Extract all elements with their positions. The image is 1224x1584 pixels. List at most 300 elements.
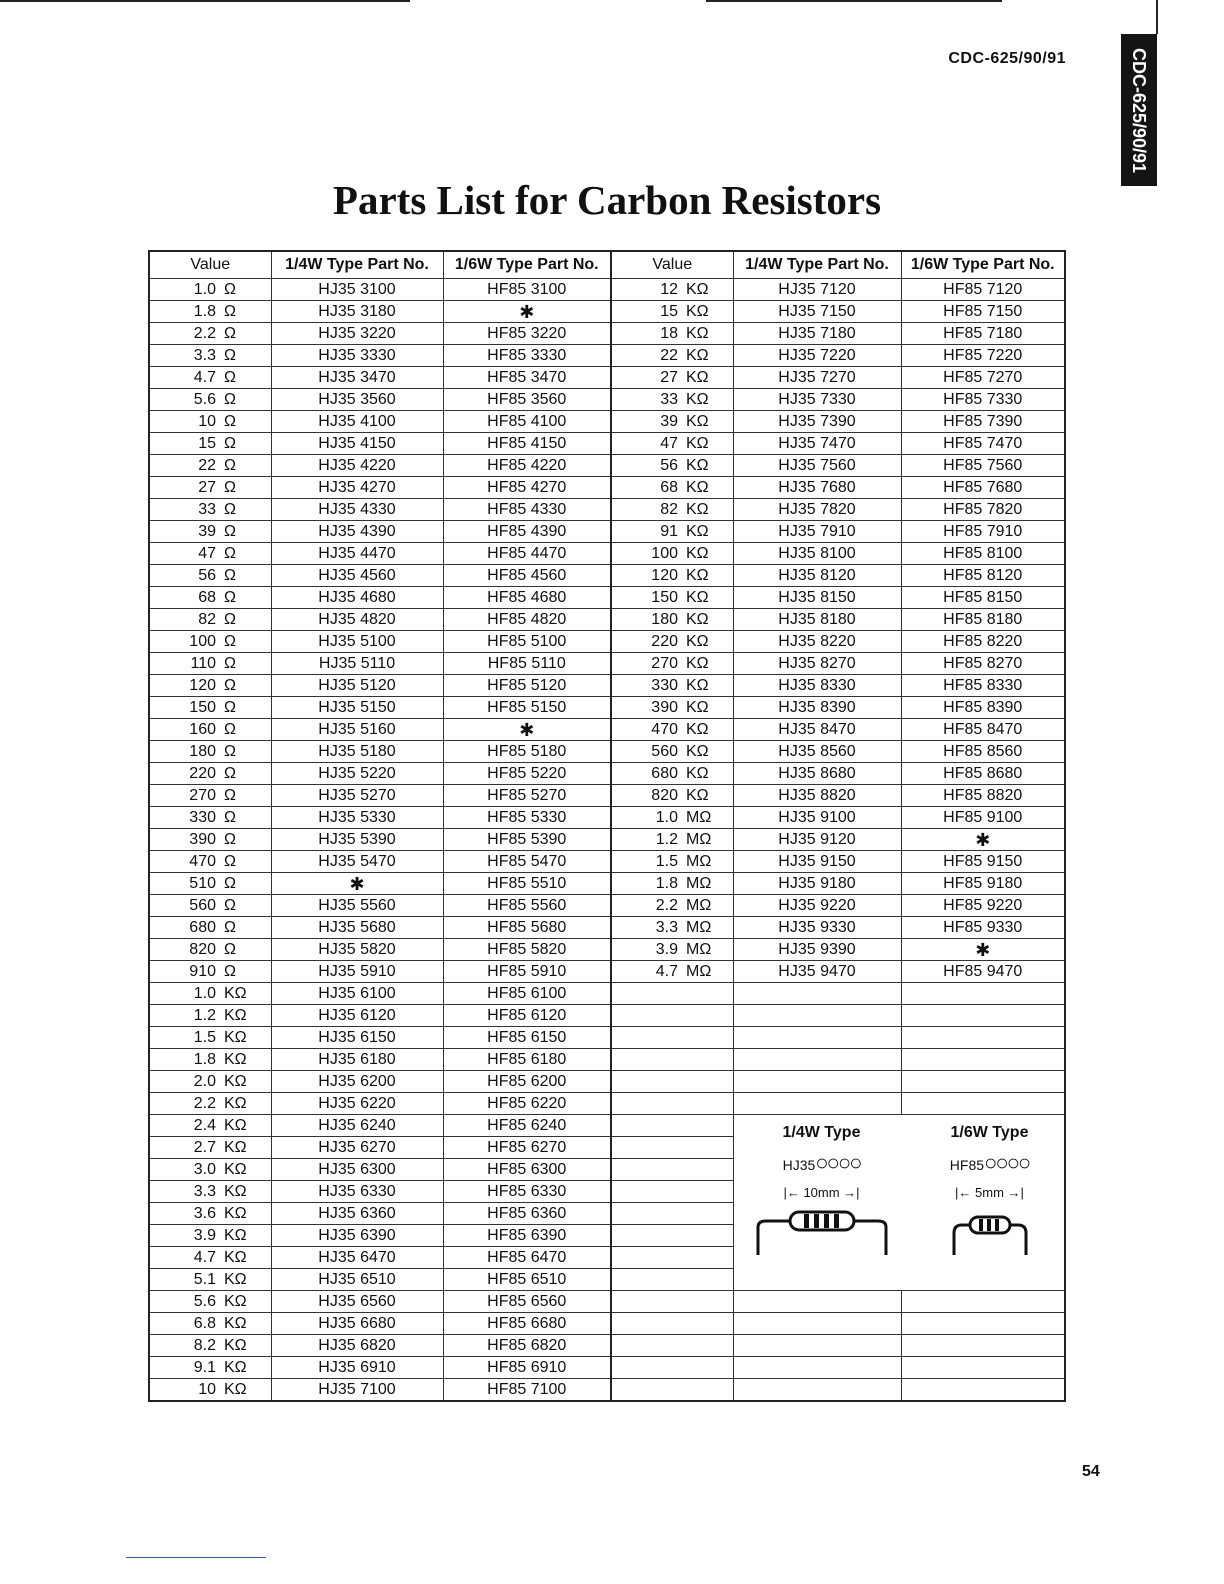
value-number: 470 bbox=[189, 852, 216, 870]
empty-cell bbox=[611, 1357, 733, 1379]
sixth-watt-part-cell: HF85 4820 bbox=[443, 609, 611, 631]
col-header-quarter-watt: 1/4W Type Part No. bbox=[271, 251, 443, 279]
table-row bbox=[149, 477, 1065, 499]
value-cell bbox=[611, 895, 733, 917]
table-row bbox=[149, 499, 1065, 521]
value-number: 47 bbox=[660, 434, 678, 452]
value-number: 1.8 bbox=[193, 1050, 216, 1068]
sixth-watt-part-cell: HF85 5510 bbox=[443, 873, 611, 895]
value-number: 560 bbox=[189, 896, 216, 914]
quarter-watt-part-cell: HJ35 9330 bbox=[733, 917, 901, 939]
value-unit: Ω bbox=[224, 434, 236, 452]
bottom-rule bbox=[126, 1557, 266, 1558]
table-row bbox=[149, 961, 1065, 983]
value-unit: KΩ bbox=[686, 456, 709, 474]
sixth-watt-part-cell: HF85 9330 bbox=[901, 917, 1065, 939]
value-unit: Ω bbox=[224, 588, 236, 606]
quarter-watt-part-cell: HJ35 9390 bbox=[733, 939, 901, 961]
table-row bbox=[149, 301, 1065, 323]
quarter-watt-part-cell: HJ35 3220 bbox=[271, 323, 443, 345]
sixth-watt-part-cell: HF85 4270 bbox=[443, 477, 611, 499]
value-number: 910 bbox=[189, 962, 216, 980]
quarter-watt-part-cell: HJ35 7270 bbox=[733, 367, 901, 389]
value-unit: KΩ bbox=[686, 434, 709, 452]
quarter-watt-part-cell: HJ35 9150 bbox=[733, 851, 901, 873]
value-unit: KΩ bbox=[224, 1072, 247, 1090]
sixth-watt-part-cell: HF85 6680 bbox=[443, 1313, 611, 1335]
value-cell bbox=[611, 433, 733, 455]
value-unit: Ω bbox=[224, 808, 236, 826]
legend-sixth-watt bbox=[910, 1123, 1066, 1265]
quarter-watt-part-cell: HJ35 6270 bbox=[271, 1137, 443, 1159]
page-title: Parts List for Carbon Resistors bbox=[332, 177, 882, 223]
sixth-watt-part-cell: HF85 3470 bbox=[443, 367, 611, 389]
empty-cell bbox=[901, 1005, 1065, 1027]
quarter-watt-part-cell: HJ35 4390 bbox=[271, 521, 443, 543]
value-number: 3.3 bbox=[655, 918, 678, 936]
quarter-watt-part-cell: HJ35 8220 bbox=[733, 631, 901, 653]
value-cell bbox=[149, 1049, 271, 1071]
sixth-watt-part-cell: HF85 6910 bbox=[443, 1357, 611, 1379]
quarter-watt-part-cell: HJ35 6360 bbox=[271, 1203, 443, 1225]
sixth-watt-part-cell: HF85 3100 bbox=[443, 279, 611, 301]
value-cell bbox=[149, 499, 271, 521]
value-unit: Ω bbox=[224, 302, 236, 320]
value-cell bbox=[611, 653, 733, 675]
value-unit: KΩ bbox=[686, 324, 709, 342]
value-number: 100 bbox=[189, 632, 216, 650]
sixth-watt-part-cell: ✱ bbox=[901, 829, 1065, 851]
empty-cell bbox=[733, 1357, 901, 1379]
value-number: 82 bbox=[660, 500, 678, 518]
value-number: 22 bbox=[660, 346, 678, 364]
sixth-watt-part-cell: HF85 8270 bbox=[901, 653, 1065, 675]
value-number: 39 bbox=[660, 412, 678, 430]
quarter-watt-part-cell: HJ35 5330 bbox=[271, 807, 443, 829]
sixth-watt-part-cell: HF85 7270 bbox=[901, 367, 1065, 389]
legend-quarter-code: HJ35 bbox=[782, 1157, 816, 1173]
quarter-watt-part-cell: HJ35 6330 bbox=[271, 1181, 443, 1203]
value-number: 2.4 bbox=[193, 1116, 216, 1134]
value-cell bbox=[611, 631, 733, 653]
value-number: 10 bbox=[198, 412, 216, 430]
value-number: 220 bbox=[651, 632, 678, 650]
value-cell bbox=[149, 323, 271, 345]
sixth-watt-part-cell: ✱ bbox=[443, 301, 611, 323]
quarter-watt-part-cell: HJ35 6510 bbox=[271, 1269, 443, 1291]
empty-cell bbox=[611, 1269, 733, 1291]
quarter-watt-part-cell: HJ35 5910 bbox=[271, 961, 443, 983]
value-unit: Ω bbox=[224, 742, 236, 760]
value-cell bbox=[611, 829, 733, 851]
value-number: 47 bbox=[198, 544, 216, 562]
value-number: 270 bbox=[189, 786, 216, 804]
value-number: 10 bbox=[198, 1380, 216, 1398]
value-number: 330 bbox=[189, 808, 216, 826]
value-number: 1.5 bbox=[655, 852, 678, 870]
value-number: 33 bbox=[660, 390, 678, 408]
sixth-watt-part-cell: HF85 7100 bbox=[443, 1379, 611, 1402]
table-row bbox=[149, 411, 1065, 433]
sixth-watt-part-cell: HF85 7150 bbox=[901, 301, 1065, 323]
value-number: 1.8 bbox=[655, 874, 678, 892]
sixth-watt-part-cell: HF85 6300 bbox=[443, 1159, 611, 1181]
value-number: 68 bbox=[660, 478, 678, 496]
value-number: 560 bbox=[651, 742, 678, 760]
empty-cell bbox=[901, 1093, 1065, 1115]
value-unit: Ω bbox=[224, 522, 236, 540]
value-unit: KΩ bbox=[224, 1204, 247, 1222]
value-unit: KΩ bbox=[224, 1314, 247, 1332]
sixth-watt-part-cell: HF85 9470 bbox=[901, 961, 1065, 983]
value-number: 33 bbox=[198, 500, 216, 518]
sixth-watt-part-cell: HF85 4330 bbox=[443, 499, 611, 521]
value-cell bbox=[149, 1335, 271, 1357]
top-rule-left bbox=[0, 0, 410, 2]
quarter-watt-part-cell: HJ35 8820 bbox=[733, 785, 901, 807]
quarter-watt-part-cell: HJ35 6300 bbox=[271, 1159, 443, 1181]
value-cell bbox=[611, 323, 733, 345]
quarter-watt-part-cell: HJ35 5180 bbox=[271, 741, 443, 763]
value-number: 510 bbox=[189, 874, 216, 892]
value-unit: KΩ bbox=[224, 1116, 247, 1134]
empty-cell bbox=[611, 1093, 733, 1115]
quarter-watt-part-cell: HJ35 6180 bbox=[271, 1049, 443, 1071]
quarter-watt-part-cell: HJ35 7330 bbox=[733, 389, 901, 411]
value-number: 470 bbox=[651, 720, 678, 738]
value-unit: KΩ bbox=[224, 1094, 247, 1112]
sixth-watt-part-cell: HF85 6100 bbox=[443, 983, 611, 1005]
table-row bbox=[149, 279, 1065, 301]
value-unit: KΩ bbox=[686, 280, 709, 298]
sixth-watt-part-cell: HF85 7330 bbox=[901, 389, 1065, 411]
value-number: 150 bbox=[651, 588, 678, 606]
quarter-watt-part-cell: HJ35 8390 bbox=[733, 697, 901, 719]
legend-sixth-code: HF85 bbox=[949, 1157, 985, 1173]
value-number: 5.6 bbox=[193, 1292, 216, 1310]
value-cell bbox=[149, 851, 271, 873]
col-header-value: Value bbox=[149, 251, 271, 279]
sixth-watt-part-cell: HF85 6330 bbox=[443, 1181, 611, 1203]
legend-quarter-code-line bbox=[742, 1150, 902, 1175]
value-unit: Ω bbox=[224, 346, 236, 364]
quarter-watt-part-cell: HJ35 3470 bbox=[271, 367, 443, 389]
value-cell bbox=[611, 961, 733, 983]
quarter-watt-part-cell: HJ35 6560 bbox=[271, 1291, 443, 1313]
legend-code-circles: ○○○○ bbox=[815, 1150, 861, 1175]
value-cell bbox=[149, 1093, 271, 1115]
value-cell bbox=[149, 1357, 271, 1379]
col-header-sixth-watt: 1/6W Type Part No. bbox=[443, 251, 611, 279]
value-number: 4.7 bbox=[193, 368, 216, 386]
resistor-type-legend bbox=[733, 1115, 1065, 1291]
value-cell bbox=[149, 1115, 271, 1137]
sixth-watt-part-cell: HF85 4680 bbox=[443, 587, 611, 609]
value-cell bbox=[149, 895, 271, 917]
quarter-watt-part-cell: HJ35 4220 bbox=[271, 455, 443, 477]
value-unit: KΩ bbox=[224, 1138, 247, 1156]
value-cell bbox=[149, 675, 271, 697]
value-unit: Ω bbox=[224, 610, 236, 628]
value-cell bbox=[611, 807, 733, 829]
empty-cell bbox=[611, 1005, 733, 1027]
sixth-watt-part-cell: HF85 5120 bbox=[443, 675, 611, 697]
value-unit: KΩ bbox=[686, 588, 709, 606]
quarter-watt-part-cell: ✱ bbox=[271, 873, 443, 895]
quarter-watt-part-cell: HJ35 4470 bbox=[271, 543, 443, 565]
sixth-watt-part-cell: HF85 6390 bbox=[443, 1225, 611, 1247]
value-number: 1.2 bbox=[655, 830, 678, 848]
value-number: 150 bbox=[189, 698, 216, 716]
value-number: 2.7 bbox=[193, 1138, 216, 1156]
sixth-watt-part-cell: HF85 8390 bbox=[901, 697, 1065, 719]
value-cell bbox=[149, 719, 271, 741]
quarter-watt-part-cell: HJ35 8120 bbox=[733, 565, 901, 587]
value-cell bbox=[611, 873, 733, 895]
value-number: 18 bbox=[660, 324, 678, 342]
quarter-watt-part-cell: HJ35 3330 bbox=[271, 345, 443, 367]
value-cell bbox=[611, 411, 733, 433]
sixth-watt-part-cell: HF85 8220 bbox=[901, 631, 1065, 653]
sixth-watt-part-cell: HF85 6360 bbox=[443, 1203, 611, 1225]
value-unit: Ω bbox=[224, 368, 236, 386]
quarter-watt-part-cell: HJ35 9180 bbox=[733, 873, 901, 895]
table-row bbox=[149, 785, 1065, 807]
value-unit: MΩ bbox=[686, 808, 712, 826]
value-cell bbox=[611, 851, 733, 873]
table-row bbox=[149, 345, 1065, 367]
value-number: 390 bbox=[651, 698, 678, 716]
quarter-watt-part-cell: HJ35 6680 bbox=[271, 1313, 443, 1335]
sixth-watt-part-cell: HF85 7560 bbox=[901, 455, 1065, 477]
table-row bbox=[149, 653, 1065, 675]
empty-cell bbox=[611, 1071, 733, 1093]
value-cell bbox=[149, 785, 271, 807]
sixth-watt-part-cell: HF85 8150 bbox=[901, 587, 1065, 609]
side-tab bbox=[1121, 34, 1157, 186]
value-unit: MΩ bbox=[686, 962, 712, 980]
value-unit: KΩ bbox=[686, 632, 709, 650]
value-cell bbox=[611, 565, 733, 587]
value-unit: KΩ bbox=[224, 1380, 247, 1398]
legend-box bbox=[734, 1115, 1065, 1285]
value-unit: KΩ bbox=[686, 610, 709, 628]
value-number: 68 bbox=[198, 588, 216, 606]
quarter-watt-part-cell: HJ35 7220 bbox=[733, 345, 901, 367]
value-number: 1.0 bbox=[193, 280, 216, 298]
sixth-watt-part-cell: HF85 5680 bbox=[443, 917, 611, 939]
value-number: 180 bbox=[189, 742, 216, 760]
empty-cell bbox=[901, 983, 1065, 1005]
value-cell bbox=[149, 653, 271, 675]
sixth-watt-part-cell: HF85 7180 bbox=[901, 323, 1065, 345]
value-unit: MΩ bbox=[686, 896, 712, 914]
value-number: 1.2 bbox=[193, 1006, 216, 1024]
quarter-watt-part-cell: HJ35 5390 bbox=[271, 829, 443, 851]
quarter-watt-part-cell: HJ35 7820 bbox=[733, 499, 901, 521]
sixth-watt-part-cell: HF85 6510 bbox=[443, 1269, 611, 1291]
empty-cell bbox=[901, 1071, 1065, 1093]
value-number: 100 bbox=[651, 544, 678, 562]
value-unit: KΩ bbox=[224, 1358, 247, 1376]
value-unit: KΩ bbox=[686, 742, 709, 760]
value-number: 8.2 bbox=[193, 1336, 216, 1354]
value-cell bbox=[149, 565, 271, 587]
value-cell bbox=[611, 521, 733, 543]
value-unit: KΩ bbox=[686, 500, 709, 518]
value-cell bbox=[149, 741, 271, 763]
value-unit: KΩ bbox=[224, 1226, 247, 1244]
value-cell bbox=[149, 763, 271, 785]
value-cell bbox=[149, 477, 271, 499]
table-row bbox=[149, 1313, 1065, 1335]
value-number: 39 bbox=[198, 522, 216, 540]
quarter-watt-part-cell: HJ35 7100 bbox=[271, 1379, 443, 1402]
value-cell bbox=[611, 543, 733, 565]
value-cell bbox=[149, 631, 271, 653]
value-cell bbox=[611, 477, 733, 499]
table-row bbox=[149, 917, 1065, 939]
sixth-watt-part-cell: HF85 3330 bbox=[443, 345, 611, 367]
sixth-watt-part-cell: HF85 7220 bbox=[901, 345, 1065, 367]
quarter-watt-part-cell: HJ35 6470 bbox=[271, 1247, 443, 1269]
value-cell bbox=[149, 807, 271, 829]
quarter-watt-part-cell: HJ35 7680 bbox=[733, 477, 901, 499]
sixth-watt-part-cell: HF85 9100 bbox=[901, 807, 1065, 829]
table-row bbox=[149, 1357, 1065, 1379]
value-cell bbox=[611, 455, 733, 477]
value-unit: Ω bbox=[224, 720, 236, 738]
value-cell bbox=[611, 345, 733, 367]
value-number: 1.5 bbox=[193, 1028, 216, 1046]
col-header-quarter-watt-2: 1/4W Type Part No. bbox=[733, 251, 901, 279]
value-unit: MΩ bbox=[686, 830, 712, 848]
table-row bbox=[149, 697, 1065, 719]
value-number: 2.2 bbox=[655, 896, 678, 914]
value-number: 270 bbox=[651, 654, 678, 672]
value-number: 91 bbox=[660, 522, 678, 540]
value-number: 56 bbox=[660, 456, 678, 474]
value-number: 4.7 bbox=[193, 1248, 216, 1266]
value-unit: KΩ bbox=[686, 720, 709, 738]
value-number: 5.1 bbox=[193, 1270, 216, 1288]
sixth-watt-part-cell: HF85 4100 bbox=[443, 411, 611, 433]
empty-cell bbox=[901, 1049, 1065, 1071]
sixth-watt-part-cell: ✱ bbox=[443, 719, 611, 741]
table-row bbox=[149, 807, 1065, 829]
value-unit: Ω bbox=[224, 654, 236, 672]
sixth-watt-part-cell: HF85 4220 bbox=[443, 455, 611, 477]
value-cell bbox=[611, 367, 733, 389]
table-row bbox=[149, 455, 1065, 477]
value-unit: KΩ bbox=[686, 522, 709, 540]
sixth-watt-part-cell: HF85 7680 bbox=[901, 477, 1065, 499]
value-unit: Ω bbox=[224, 918, 236, 936]
legend-sixth-dimension: |← 5mm →| bbox=[955, 1185, 1024, 1200]
value-unit: MΩ bbox=[686, 918, 712, 936]
empty-cell bbox=[733, 1313, 901, 1335]
value-unit: KΩ bbox=[686, 566, 709, 584]
sixth-watt-part-cell: HF85 9150 bbox=[901, 851, 1065, 873]
quarter-watt-part-cell: HJ35 4270 bbox=[271, 477, 443, 499]
value-cell bbox=[611, 301, 733, 323]
value-unit: Ω bbox=[224, 852, 236, 870]
value-unit: Ω bbox=[224, 764, 236, 782]
value-cell bbox=[149, 521, 271, 543]
value-unit: Ω bbox=[224, 676, 236, 694]
value-cell bbox=[149, 829, 271, 851]
empty-cell bbox=[901, 1313, 1065, 1335]
sixth-watt-part-cell: HF85 5100 bbox=[443, 631, 611, 653]
quarter-watt-part-cell: HJ35 3180 bbox=[271, 301, 443, 323]
value-cell bbox=[149, 1005, 271, 1027]
sixth-watt-part-cell: HF85 7120 bbox=[901, 279, 1065, 301]
value-cell bbox=[149, 1203, 271, 1225]
table-row bbox=[149, 565, 1065, 587]
value-cell bbox=[611, 675, 733, 697]
quarter-watt-part-cell: HJ35 6120 bbox=[271, 1005, 443, 1027]
value-number: 3.9 bbox=[193, 1226, 216, 1244]
value-unit: KΩ bbox=[686, 676, 709, 694]
table-row bbox=[149, 763, 1065, 785]
value-cell bbox=[149, 411, 271, 433]
sixth-watt-part-cell: HF85 6470 bbox=[443, 1247, 611, 1269]
value-unit: KΩ bbox=[686, 302, 709, 320]
quarter-watt-part-cell: HJ35 8270 bbox=[733, 653, 901, 675]
value-unit: KΩ bbox=[686, 412, 709, 430]
quarter-watt-part-cell: HJ35 5270 bbox=[271, 785, 443, 807]
empty-cell bbox=[611, 1027, 733, 1049]
sixth-watt-part-cell: HF85 5820 bbox=[443, 939, 611, 961]
value-unit: KΩ bbox=[224, 1050, 247, 1068]
value-unit: KΩ bbox=[686, 654, 709, 672]
empty-cell bbox=[611, 1159, 733, 1181]
resistor-quarter-watt-icon bbox=[752, 1203, 892, 1259]
sixth-watt-part-cell: HF85 6560 bbox=[443, 1291, 611, 1313]
sixth-watt-part-cell: HF85 5110 bbox=[443, 653, 611, 675]
empty-cell bbox=[611, 1379, 733, 1402]
value-cell bbox=[149, 367, 271, 389]
value-cell bbox=[149, 1379, 271, 1402]
value-unit: Ω bbox=[224, 390, 236, 408]
quarter-watt-part-cell: HJ35 5150 bbox=[271, 697, 443, 719]
value-number: 3.3 bbox=[193, 1182, 216, 1200]
value-cell bbox=[149, 345, 271, 367]
value-number: 330 bbox=[651, 676, 678, 694]
value-unit: KΩ bbox=[686, 544, 709, 562]
sixth-watt-part-cell: HF85 8820 bbox=[901, 785, 1065, 807]
value-number: 110 bbox=[190, 654, 216, 672]
quarter-watt-part-cell: HJ35 8330 bbox=[733, 675, 901, 697]
top-rule-right bbox=[706, 0, 1002, 2]
sixth-watt-part-cell: HF85 6180 bbox=[443, 1049, 611, 1071]
value-number: 820 bbox=[189, 940, 216, 958]
table-row bbox=[149, 631, 1065, 653]
sixth-watt-part-cell: HF85 8180 bbox=[901, 609, 1065, 631]
value-number: 390 bbox=[189, 830, 216, 848]
sixth-watt-part-cell: HF85 6220 bbox=[443, 1093, 611, 1115]
empty-cell bbox=[733, 1027, 901, 1049]
value-number: 22 bbox=[198, 456, 216, 474]
sixth-watt-part-cell: HF85 5150 bbox=[443, 697, 611, 719]
sixth-watt-part-cell: HF85 5910 bbox=[443, 961, 611, 983]
value-number: 180 bbox=[651, 610, 678, 628]
empty-cell bbox=[611, 1115, 733, 1137]
value-cell bbox=[149, 1247, 271, 1269]
value-number: 820 bbox=[651, 786, 678, 804]
value-cell bbox=[149, 1225, 271, 1247]
table-row bbox=[149, 433, 1065, 455]
